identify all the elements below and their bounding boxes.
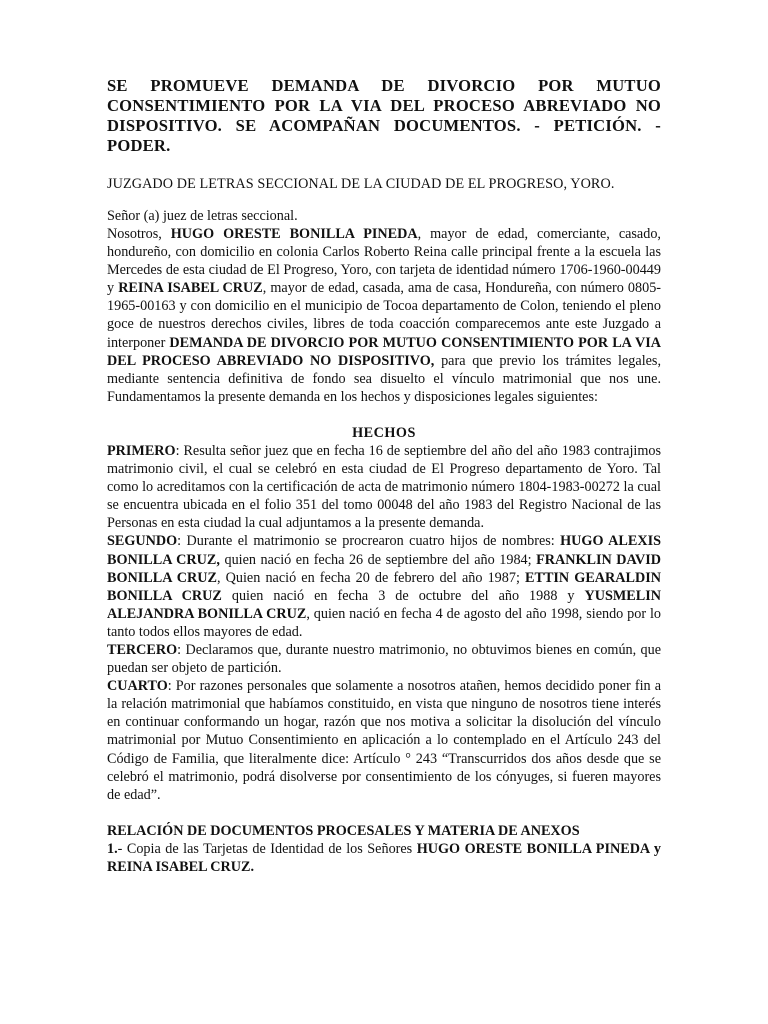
fact-segundo <box>107 532 661 641</box>
fact-cuarto <box>107 677 661 804</box>
fact-primero-text: : Resulta señor juez que en fecha 16 de septiembre del año del año 1983 contrajimos matrimonio civil, el cual se celebró en esta ciudad de El Progreso departamento de Yoro. Tal como lo acreditamos con la certificación de acta de matrimonio número 1804-1983-00272 la cual se encuentra ubicada en el folio 351 del tomo 00048 del año 1983 del Registro Nacional de las Personas en esta ciudad la cual adjuntamos a la presente demanda. <box>107 442 661 532</box>
documents-heading: RELACIÓN DE DOCUMENTOS PROCESALES Y MATERIA DE ANEXOS <box>107 822 580 839</box>
document-item-1 <box>107 840 661 876</box>
fact-primero-label: PRIMERO <box>107 442 176 459</box>
fact-cuarto-label: CUARTO <box>107 678 168 695</box>
intro-paragraph <box>107 225 661 406</box>
fact-cuarto-text: : Por razones personales que solamente a nosotros atañen, hemos decidido poner fin a la relación matrimonial que habíamos constituido, en vista que ninguno de nosotros tiene interés en continuar conformando un hogar, razón que nos motiva a solicitar la disolución del vínculo matrimonial por Mutuo Consentimiento en aplicación a lo contemplado en el Artículo 243 del Código de Familia, que literalmente dice: Artículo ° 243 “Transcurridos dos años desde que se celebró el matrimonio, podrá disolverse por consentimiento de los cónyuges, si fueren mayores de edad”. <box>107 678 661 803</box>
document-item-1-text: - Copia de las Tarjetas de Identidad de los Señores <box>117 840 417 857</box>
intro-text-1: Nosotros, <box>107 226 171 242</box>
fact-segundo-text-4: quien nació en fecha 3 de octubre del año 1988 y <box>221 587 585 604</box>
fact-primero <box>107 442 661 532</box>
fact-tercero-label: TERCERO <box>107 641 178 658</box>
fact-tercero-text: : Declaramos que, durante nuestro matrimonio, no obtuvimos bienes en común, que puedan ser objeto de partición. <box>107 641 661 677</box>
fact-segundo-label: SEGUNDO <box>107 533 178 550</box>
hechos-heading: HECHOS <box>352 424 416 441</box>
demand-type: DEMANDA DE DIVORCIO POR MUTUO CONSENTIMIENTO POR LA VIA DEL PROCESO ABREVIADO NO DISPOSITIVO, <box>107 334 661 369</box>
fact-tercero <box>107 641 661 677</box>
document-item-1-names: HUGO ORESTE BONILLA PINEDA y REINA ISABEL CRUZ. <box>107 840 661 875</box>
salutation: Señor (a) juez de letras seccional. <box>107 208 298 224</box>
intro-text-2: , mayor de edad, comerciante, casado, hondureño, con domicilio en colonia Carlos Roberto Reina calle principal frente a la escuela las Mercedes de esta ciudad de El Progreso, Yoro, con tarjeta de identidad número 1706-1960-00449 y <box>107 226 661 297</box>
child-1-name: HUGO ALEXIS BONILLA CRUZ, <box>107 533 661 568</box>
fact-segundo-text-5: , quien nació en fecha 4 de agosto del año 1998, siendo por lo tanto todos ellos mayores de edad. <box>107 605 661 640</box>
fact-segundo-text-3: , Quien nació en fecha 20 de febrero del año 1987; <box>216 569 526 586</box>
intro-text-3: , mayor de edad, casada, ama de casa, Hondureña, con número 0805-1965-00163 y con domicilio en el municipio de Tocoa departamento de Colon, teniendo el pleno goce de nuestros derechos civiles, libres de toda coacción comparecemos ante este Juzgado a interponer <box>107 280 662 351</box>
petitioner-1-name: HUGO ORESTE BONILLA PINEDA <box>170 226 418 242</box>
fact-segundo-text-2: quien nació en fecha 26 de septiembre del año 1984; <box>219 551 537 568</box>
document-item-1-number: 1. <box>107 840 118 857</box>
fact-segundo-text-1: : Durante el matrimonio se procrearon cuatro hijos de nombres: <box>177 533 561 550</box>
court-heading: JUZGADO DE LETRAS SECCIONAL DE LA CIUDAD DE EL PROGRESO, YORO. <box>107 176 615 192</box>
child-3-name: ETTIN GEARALDIN BONILLA CRUZ <box>107 569 662 604</box>
petitioner-2-name: REINA ISABEL CRUZ <box>118 280 263 297</box>
child-2-name: FRANKLIN DAVID BONILLA CRUZ <box>107 551 661 586</box>
intro-text-4: para que previo los trámites legales, mediante sentencia definitiva de fondo sea disuelto el vínculo matrimonial que nos une. Fundamentamos la presente demanda en los hechos y disposiciones legales siguientes: <box>107 352 661 405</box>
child-4-name: YUSMELIN ALEJANDRA BONILLA CRUZ <box>107 587 661 622</box>
document-title: SE PROMUEVE DEMANDA DE DIVORCIO POR MUTUO CONSENTIMIENTO POR LA VIA DEL PROCESO ABREVIADO NO DISPOSITIVO. SE ACOMPAÑAN DOCUMENTOS. - PETICIÓN. - PODER. <box>107 76 661 155</box>
